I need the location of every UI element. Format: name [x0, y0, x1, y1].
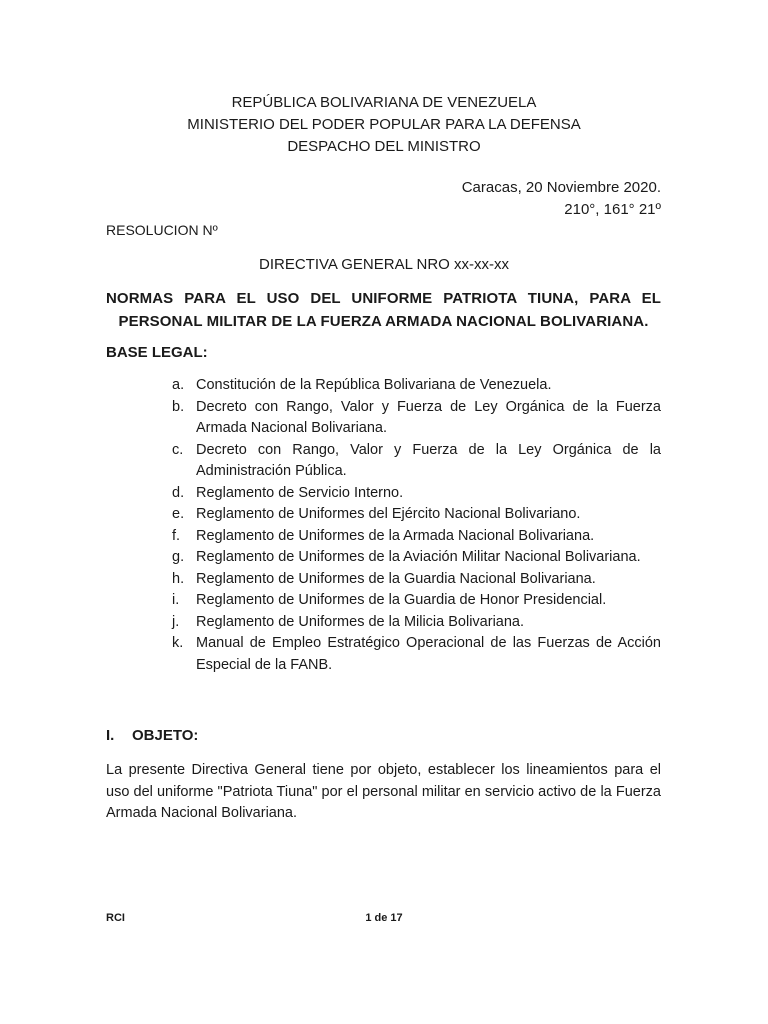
list-item-text: Reglamento de Uniformes del Ejército Nacional Bolivariano. [196, 506, 581, 522]
list-item [172, 504, 661, 526]
header-republic: REPÚBLICA BOLIVARIANA DE VENEZUELA [231, 94, 537, 111]
base-legal-heading: BASE LEGAL: [106, 344, 208, 361]
list-item-text: Reglamento de Servicio Interno. [196, 484, 404, 501]
list-marker: b. [172, 398, 185, 415]
era-years: 210°, 161° 21º [564, 201, 661, 218]
list-item-text: Reglamento de Uniformes de la Guardia de Honor Presidencial. [196, 592, 607, 608]
list-item-text: Constitución de la República Bolivariana de Venezuela. [196, 377, 552, 393]
header-ministry: MINISTERIO DEL PODER POPULAR PARA LA DEFENSA [187, 116, 581, 133]
list-item [172, 526, 661, 548]
footer-initials: RCI [106, 912, 125, 924]
section-title: OBJETO: [132, 727, 199, 744]
list-item-text: Manual de Empleo Estratégico Operacional de las Fuerzas de Acción Especial de la FANB. [196, 635, 661, 673]
list-item [172, 375, 661, 397]
directive-number: DIRECTIVA GENERAL NRO xx-xx-xx [258, 256, 510, 273]
list-item-text: Decreto con Rango, Valor y Fuerza de Ley Orgánica de la Fuerza Armada Nacional Bolivariana. [196, 398, 661, 436]
list-item [172, 397, 661, 440]
document-header [0, 92, 768, 158]
list-marker: g. [172, 549, 185, 565]
section-number: I. [106, 727, 115, 744]
list-item-text: Reglamento de Uniformes de la Armada Nacional Bolivariana. [196, 527, 595, 544]
document-title: NORMAS PARA EL USO DEL UNIFORME PATRIOTA TIUNA, PARA EL PERSONAL MILITAR DE LA FUERZA ARMADA NACIONAL BOLIVARIANA. [106, 290, 661, 330]
resolution-number: RESOLUCION Nº [106, 222, 218, 238]
list-item [172, 590, 661, 612]
list-item [172, 483, 661, 505]
list-marker: d. [172, 484, 185, 501]
list-item-text: Reglamento de Uniformes de la Aviación Militar Nacional Bolivariana. [196, 549, 641, 565]
list-marker: a. [172, 377, 185, 393]
header-office: DESPACHO DEL MINISTRO [287, 138, 481, 155]
list-item [172, 547, 661, 569]
page-number: 1 de 17 [365, 912, 403, 924]
list-item [172, 612, 661, 634]
objeto-paragraph: La presente Directiva General tiene por objeto, establecer los lineamientos para el uso del uniforme "Patriota Tiuna" por el personal militar en servicio activo de la Fuerza Armada Nacional Bolivariana. [106, 762, 661, 821]
list-item-text: Reglamento de Uniformes de la Milicia Bolivariana. [196, 613, 525, 630]
list-marker: f. [172, 527, 181, 544]
list-marker: h. [172, 570, 185, 587]
legal-basis-list [172, 375, 661, 676]
list-marker: e. [172, 506, 185, 522]
list-item-text: Reglamento de Uniformes de la Guardia Nacional Bolivariana. [196, 570, 596, 587]
place-date-line: Caracas, 20 Noviembre 2020. [461, 179, 661, 196]
list-item [172, 633, 661, 676]
list-marker: k. [172, 635, 184, 651]
objeto-heading [106, 725, 198, 747]
place-date [462, 177, 661, 221]
list-item-text: Decreto con Rango, Valor y Fuerza de la Ley Orgánica de la Administración Pública. [196, 441, 661, 479]
list-item [172, 569, 661, 591]
list-marker: j. [172, 613, 180, 630]
list-marker: c. [172, 441, 184, 458]
list-item [172, 440, 661, 483]
list-marker: i. [172, 592, 180, 608]
